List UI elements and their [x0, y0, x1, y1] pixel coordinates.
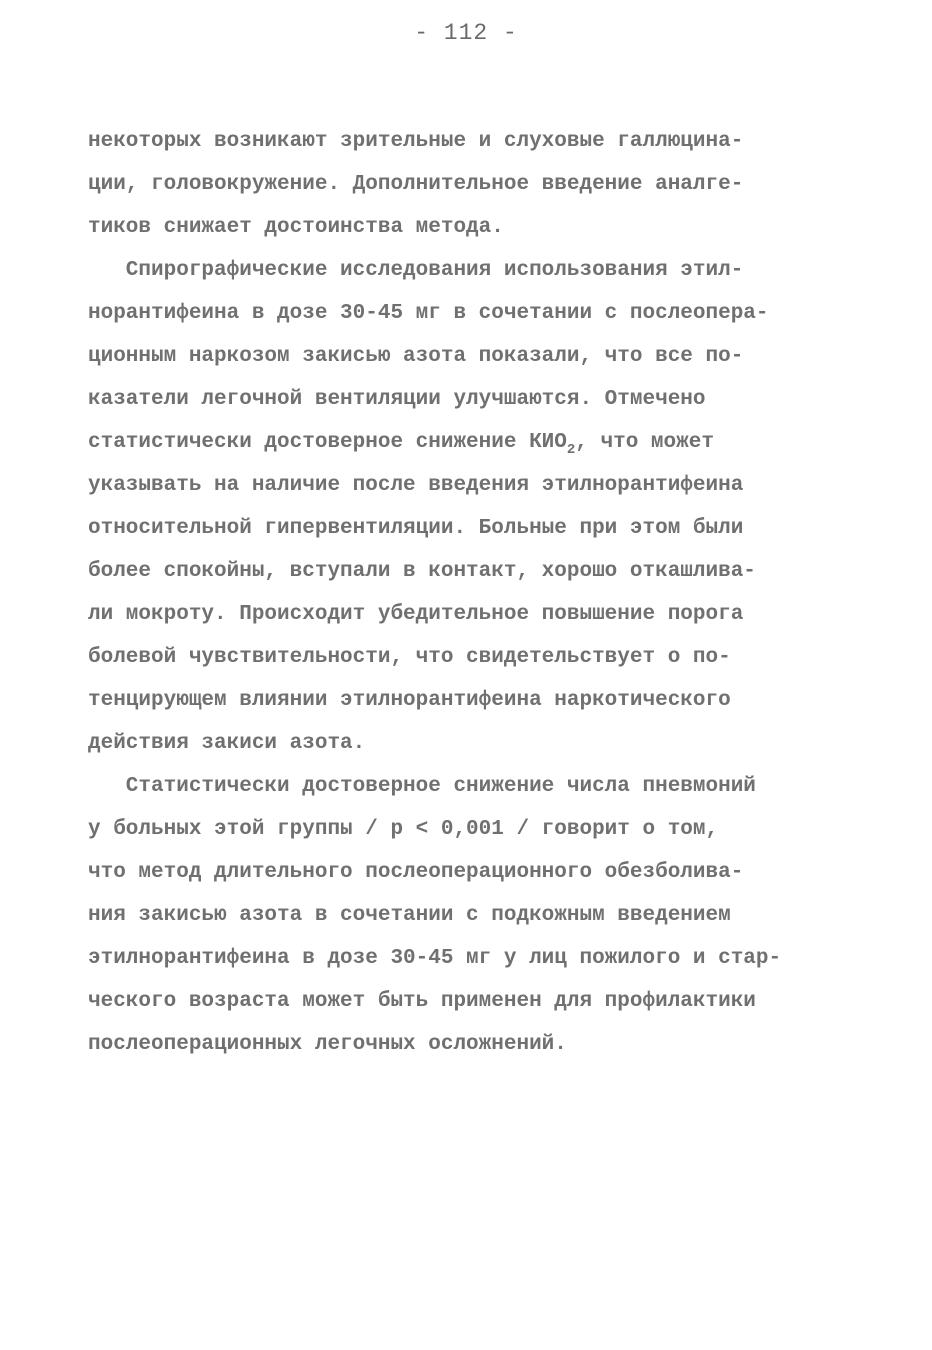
text-line: норантифеина в дозе 30-45 мг в сочетании с послеопера- — [88, 302, 769, 325]
text-line: ционным наркозом закисью азота показали, что все по- — [88, 345, 744, 368]
text-line: более спокойны, вступали в контакт, хорошо откашлива- — [88, 560, 756, 583]
subscript: 2 — [566, 442, 576, 458]
text-line: ции, головокружение. Дополнительное введение аналге- — [88, 173, 744, 196]
text-line: ли мокроту. Происходит убедительное повышение порога — [88, 603, 744, 626]
text-fragment: статистически достоверное снижение КИО — [88, 431, 567, 454]
text-line: тенцирующем влиянии этилнорантифеина наркотического — [88, 689, 731, 712]
text-line: некоторых возникают зрительные и слуховые галлюцина- — [88, 130, 744, 153]
text-line-with-subscript — [88, 421, 868, 464]
text-line: тиков снижает достоинства метода. — [88, 216, 504, 239]
text-line: ческого возраста может быть применен для профилактики — [88, 990, 756, 1013]
text-line: относительной гипервентиляции. Больные при этом были — [88, 517, 744, 540]
text-line: действия закиси азота. — [88, 732, 366, 755]
text-line: ния закисью азота в сочетании с подкожным введением — [88, 904, 731, 927]
text-line: что метод длительного послеоперационного обезболива- — [88, 861, 744, 884]
text-line: Статистически достоверное снижение числа пневмоний — [88, 775, 756, 798]
page-number: - 112 - — [414, 20, 518, 46]
text-line: этилнорантифеина в дозе 30-45 мг у лиц пожилого и стар- — [88, 947, 782, 970]
text-fragment: , что может — [575, 431, 714, 454]
text-line: Спирографические исследования использования этил- — [88, 259, 744, 282]
text-line: казатели легочной вентиляции улучшаются. Отмечено — [88, 388, 706, 411]
body-text — [88, 120, 868, 1066]
text-line: указывать на наличие после введения этилнорантифеина — [88, 474, 744, 497]
text-line: болевой чувствительности, что свидетельствует о по- — [88, 646, 731, 669]
text-line: послеоперационных легочных осложнений. — [88, 1033, 567, 1056]
text-line: у больных этой группы / p < 0,001 / говорит о том, — [88, 818, 719, 841]
